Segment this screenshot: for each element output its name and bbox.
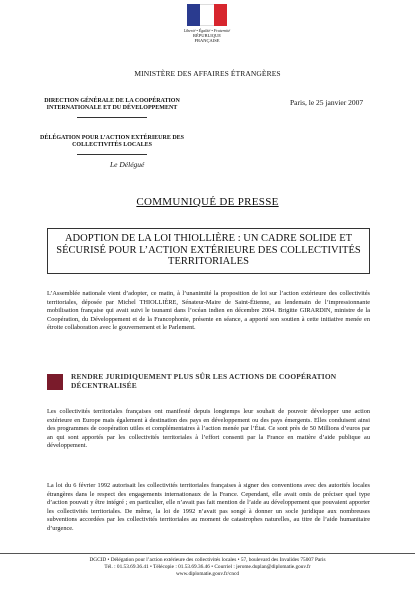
french-flag-icon [187, 4, 227, 26]
document-date: Paris, le 25 janvier 2007 [290, 98, 364, 107]
ministry-title: MINISTÈRE DES AFFAIRES ÉTRANGÈRES [134, 69, 281, 78]
footer-contact: Tél. : 01.53.69.36.41 • Télécopie : 01.53.69.36.46 • Courriel : jerome.duplan@diplomatie.gouv.fr [104, 564, 311, 570]
republic-name: RÉPUBLIQUE FRANÇAISE [193, 33, 221, 43]
divider [77, 154, 147, 155]
delegation-heading [32, 135, 192, 155]
directorate-heading [32, 98, 192, 118]
footer-divider [0, 553, 415, 554]
section-heading [47, 372, 370, 394]
document-type: COMMUNIQUÉ DE PRESSE [136, 196, 279, 208]
footer-address: DGCID • Délégation pour l’action extérieure des collectivités locales • 57, boulevard des Invalides 75007 Paris [89, 557, 326, 563]
body-paragraph-1: Les collectivités territoriales françaises ont manifesté depuis longtemps leur souhait de pouvoir développer une action extérieure en Europe mais également à destination des pays en développement ou des pays émergents. Elles conduisent ainsi des programmes de coopération utiles et complémentaires à l’action menée par l’État. Ce sont près de 50 Millions d’euros par an qui sont apportés par les collectivités territoriales à l’effort consenti par la France en matière d’aide publique au développement. [47, 408, 370, 450]
directorate-name: DIRECTION GÉNÉRALE DE LA COOPÉRATION INTERNATIONALE ET DU DÉVELOPPEMENT [44, 98, 180, 111]
delegate-signature-line: Le Délégué [110, 160, 145, 169]
body-paragraph-2: La loi du 6 février 1992 autorisait les collectivités territoriales françaises à signer des conventions avec des autorités locales étrangères dans le respect des engagements internationaux de la France. Cependant, elle avait omis de préciser quel type d’action pouvait y être intégré ; en particulier, elle n’avait pas fait mention de l’aide au développement que pouvaient apporter les collectivités territoriales. De même, la loi de 1992 n’avait pas songé à donner un socle juridique aux nombreuses subventions accordées par les collectivités territoriales au moment de catastrophes naturelles, au titre de l’aide humanitaire d’urgence. [47, 482, 370, 532]
footer [0, 557, 415, 578]
marianne-logo [181, 4, 233, 43]
section-marker-icon [47, 374, 63, 390]
republic-motto: Liberté • Égalité • Fraternité [183, 28, 231, 33]
delegation-name: DÉLÉGATION POUR L’ACTION EXTÉRIEURE DES COLLECTIVITÉS LOCALES [39, 135, 185, 148]
section-title: RENDRE JURIDIQUEMENT PLUS SÛR LES ACTIONS DE COOPÉRATION DÉCENTRALISÉE [71, 372, 337, 390]
divider [77, 117, 147, 118]
footer-website[interactable]: www.diplomatie.gouv.fr/cncd [175, 571, 239, 577]
press-release-title: ADOPTION DE LA LOI THIOLLIÈRE : UN CADRE SOLIDE ET SÉCURISÉ POUR L’ACTION EXTÉRIEURE DES COLLECTIVITÉS TERRITORIALES [47, 228, 370, 274]
intro-paragraph: L’Assemblée nationale vient d’adopter, ce matin, à l’unanimité la proposition de loi sur l’action extérieure des collectivités territoriales, déposée par Michel THIOLLIÈRE, Sénateur-Maire de Saint-Étienne, au lendemain de l’impressionnante mobilisation française qui avait suivi le tsunami dans l’océan indien en décembre 2004. Brigitte GIRARDIN, ministre de la Coopération, du Développement et de la Francophonie, présente en séance, a apporté son soutien à cette initiative menée en étroite collaboration avec le gouvernement et le Parlement. [47, 290, 370, 332]
